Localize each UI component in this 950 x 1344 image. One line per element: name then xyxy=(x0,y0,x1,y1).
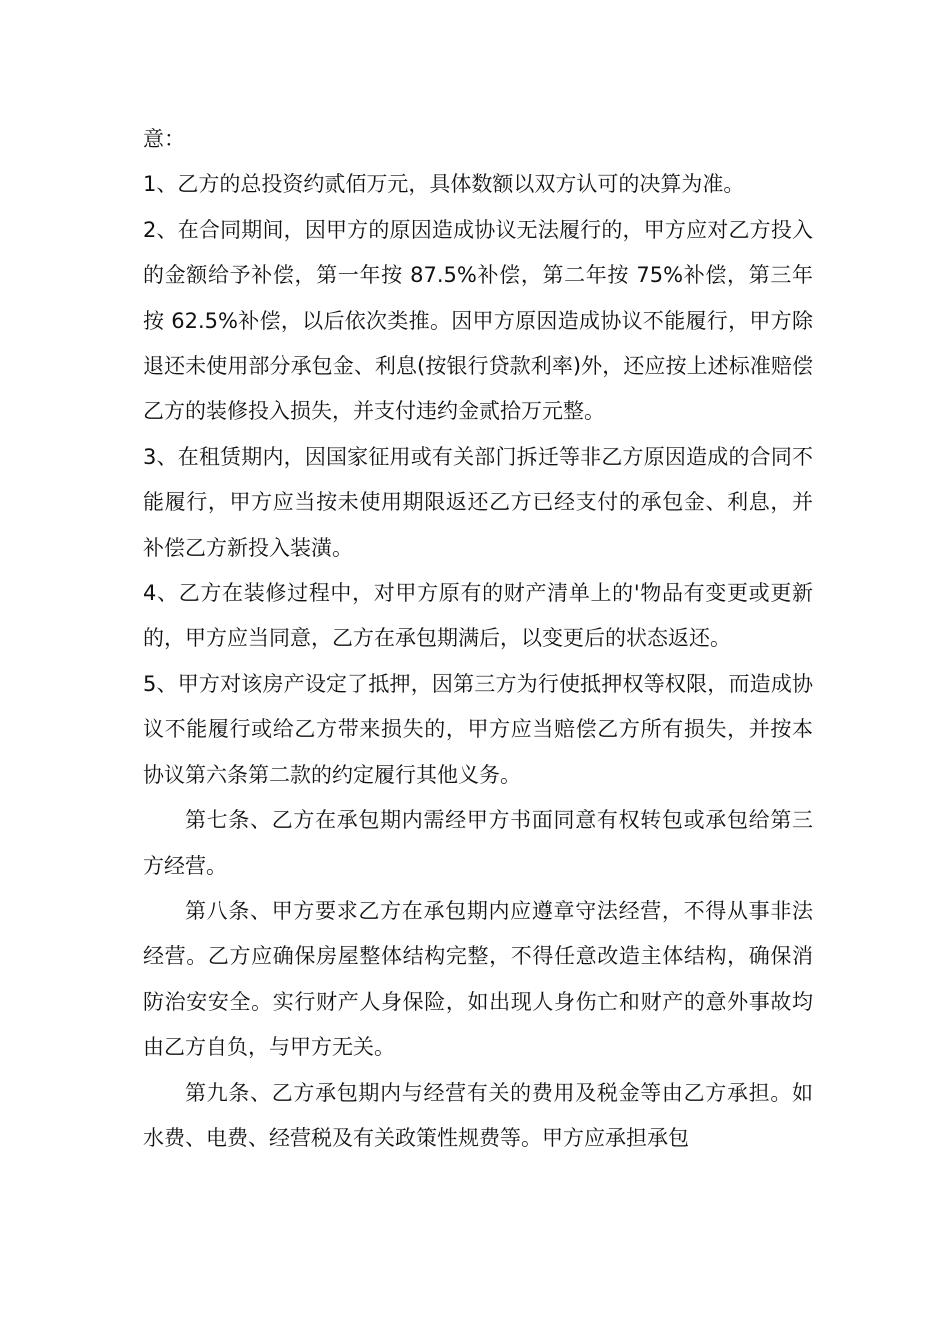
paragraph-item-1: 1、乙方的总投资约贰佰万元，具体数额以双方认可的决算为准。 xyxy=(143,172,745,197)
article-9: 第九条、乙方承包期内与经营有关的费用及税金等由乙方承担。如水费、电费、经营税及有关政策性规费等。甲方应承担承包 xyxy=(143,1080,813,1150)
article-8: 第八条、甲方要求乙方在承包期内应遵章守法经营，不得从事非法经营。乙方应确保房屋整体结构完整，不得任意改造主体结构，确保消防治安安全。实行财产人身保险，如出现人身伤亡和财产的意外事故均由乙方自负，与甲方无关。 xyxy=(143,898,813,1060)
paragraph-item-4: 4、乙方在装修过程中，对甲方原有的财产清单上的'物品有变更或更新的，甲方应当同意，乙方在承包期满后，以变更后的状态返还。 xyxy=(143,581,813,651)
document-body xyxy=(143,117,813,1161)
paragraph-item-3: 3、在租赁期内，因国家征用或有关部门拆迁等非乙方原因造成的合同不能履行，甲方应当按未使用期限返还乙方已经支付的承包金、利息，并补偿乙方新投入装潢。 xyxy=(143,444,813,560)
paragraph-continuation: 意： xyxy=(143,127,185,151)
article-7: 第七条、乙方在承包期内需经甲方书面同意有权转包或承包给第三方经营。 xyxy=(143,808,813,878)
paragraph-item-2: 2、在合同期间，因甲方的原因造成协议无法履行的，甲方应对乙方投入的金额给予补偿，第一年按 87.5%补偿，第二年按 75%补偿，第三年按 62.5%补偿，以后依次类推。因甲方原因造成协议不能履行，甲方除退还未使用部分承包金、利息(按银行贷款利率)外，还应按上述标准赔偿乙方的装修投入损失，并支付违约金贰拾万元整。 xyxy=(143,217,813,424)
paragraph-item-5: 5、甲方对该房产设定了抵押，因第三方为行使抵押权等权限，而造成协议不能履行或给乙方带来损失的，甲方应当赔偿乙方所有损失，并按本协议第六条第二款的约定履行其他义务。 xyxy=(143,671,813,787)
